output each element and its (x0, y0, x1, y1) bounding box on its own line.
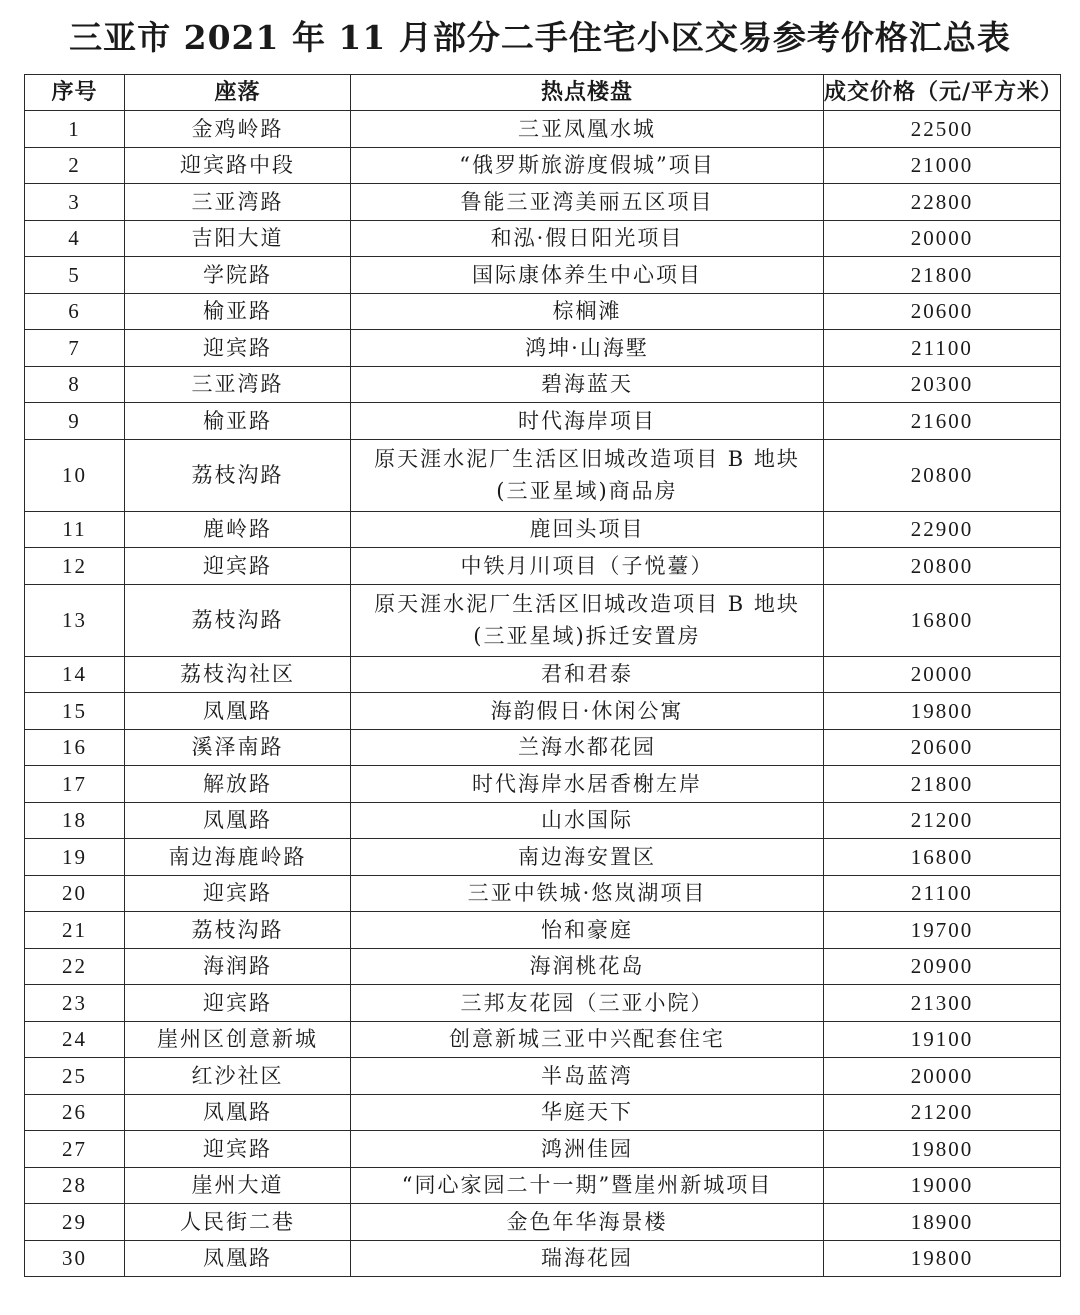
row-index-cell: 17 (25, 766, 125, 803)
row-index-cell: 30 (25, 1240, 125, 1277)
page-title: 三亚市 2021 年 11 月部分二手住宅小区交易参考价格汇总表 (69, 18, 1011, 57)
row-index-cell: 10 (25, 439, 125, 511)
row-location-cell: 海润路 (125, 948, 351, 985)
row-index-cell: 12 (25, 548, 125, 585)
row-price-cell: 22800 (824, 184, 1061, 221)
row-index-cell: 2 (25, 147, 125, 184)
table-row (25, 1167, 1061, 1204)
table-row (25, 729, 1061, 766)
column-header-location: 座落 (125, 75, 351, 111)
row-price-cell: 19800 (824, 1131, 1061, 1168)
price-table (24, 74, 1064, 1277)
row-price-cell: 21300 (824, 985, 1061, 1022)
row-price-cell: 18900 (824, 1204, 1061, 1241)
table-row (25, 1058, 1061, 1095)
column-header-price: 成交价格（元/平方米） (824, 75, 1061, 111)
row-location-cell: 南边海鹿岭路 (125, 839, 351, 876)
row-price-cell: 19700 (824, 912, 1061, 949)
row-project-cell (351, 439, 824, 511)
table-body (25, 111, 1061, 1277)
table-row (25, 985, 1061, 1022)
row-project-cell: “同心家园二十一期”暨崖州新城项目 (351, 1167, 824, 1204)
table-row (25, 875, 1061, 912)
table-row (25, 1021, 1061, 1058)
table-row (25, 1094, 1061, 1131)
row-location-cell: 吉阳大道 (125, 220, 351, 257)
row-index-cell: 9 (25, 403, 125, 440)
row-project-cell: 鸿坤·山海墅 (351, 330, 824, 367)
row-location-cell: 迎宾路 (125, 548, 351, 585)
row-project-cell: 瑞海花园 (351, 1240, 824, 1277)
row-project-cell: 华庭天下 (351, 1094, 824, 1131)
row-project-cell: 碧海蓝天 (351, 366, 824, 403)
row-price-cell: 22900 (824, 511, 1061, 548)
row-index-cell: 11 (25, 511, 125, 548)
row-index-cell: 15 (25, 693, 125, 730)
row-location-cell: 凤凰路 (125, 1094, 351, 1131)
row-location-cell: 荔枝沟路 (125, 439, 351, 511)
row-index-cell: 3 (25, 184, 125, 221)
row-location-cell: 鹿岭路 (125, 511, 351, 548)
table-row (25, 147, 1061, 184)
row-location-cell: 迎宾路 (125, 330, 351, 367)
table-row (25, 839, 1061, 876)
row-index-cell: 20 (25, 875, 125, 912)
row-price-cell: 19000 (824, 1167, 1061, 1204)
row-location-cell: 迎宾路中段 (125, 147, 351, 184)
row-index-cell: 6 (25, 293, 125, 330)
row-price-cell: 21800 (824, 766, 1061, 803)
table-row (25, 802, 1061, 839)
row-index-cell: 23 (25, 985, 125, 1022)
row-index-cell: 8 (25, 366, 125, 403)
row-project-cell: 三亚中铁城·悠岚湖项目 (351, 875, 824, 912)
row-project-cell: 半岛蓝湾 (351, 1058, 824, 1095)
row-project-cell: 创意新城三亚中兴配套住宅 (351, 1021, 824, 1058)
row-location-cell: 榆亚路 (125, 403, 351, 440)
row-location-cell: 学院路 (125, 257, 351, 294)
row-location-cell: 凤凰路 (125, 693, 351, 730)
table-row (25, 1204, 1061, 1241)
table-header-row (25, 75, 1061, 111)
row-location-cell: 凤凰路 (125, 802, 351, 839)
row-price-cell: 20600 (824, 729, 1061, 766)
row-location-cell: 荔枝沟路 (125, 912, 351, 949)
row-price-cell: 20000 (824, 656, 1061, 693)
row-price-cell: 20300 (824, 366, 1061, 403)
row-price-cell: 19100 (824, 1021, 1061, 1058)
row-location-cell: 人民街二巷 (125, 1204, 351, 1241)
table-row (25, 693, 1061, 730)
row-location-cell: 迎宾路 (125, 985, 351, 1022)
row-project-cell: 国际康体养生中心项目 (351, 257, 824, 294)
row-project-cell: 三邦友花园（三亚小院） (351, 985, 824, 1022)
row-location-cell: 三亚湾路 (125, 366, 351, 403)
row-price-cell: 16800 (824, 584, 1061, 656)
row-project-cell: 棕榈滩 (351, 293, 824, 330)
row-project-cell: 中铁月川项目（子悦薹） (351, 548, 824, 585)
table-row (25, 293, 1061, 330)
row-index-cell: 28 (25, 1167, 125, 1204)
table-row (25, 1131, 1061, 1168)
table-row (25, 366, 1061, 403)
table-row (25, 511, 1061, 548)
column-header-project: 热点楼盘 (351, 75, 824, 111)
table-row (25, 584, 1061, 656)
row-location-cell: 崖州大道 (125, 1167, 351, 1204)
row-project-line1: 原天涯水泥厂生活区旧城改造项目 B 地块 (374, 592, 800, 616)
row-price-cell: 21200 (824, 1094, 1061, 1131)
row-project-cell (351, 584, 824, 656)
row-location-cell: 三亚湾路 (125, 184, 351, 221)
row-index-cell: 13 (25, 584, 125, 656)
row-index-cell: 1 (25, 111, 125, 148)
row-project-line2: (三亚星域)拆迁安置房 (473, 624, 701, 648)
row-price-cell: 19800 (824, 1240, 1061, 1277)
row-price-cell: 21100 (824, 875, 1061, 912)
row-price-cell: 20000 (824, 1058, 1061, 1095)
row-index-cell: 24 (25, 1021, 125, 1058)
row-project-cell: 怡和豪庭 (351, 912, 824, 949)
table-row (25, 257, 1061, 294)
row-index-cell: 16 (25, 729, 125, 766)
row-location-cell: 红沙社区 (125, 1058, 351, 1095)
row-price-cell: 20000 (824, 220, 1061, 257)
column-header-index: 序号 (25, 75, 125, 111)
row-index-cell: 26 (25, 1094, 125, 1131)
row-project-line1: 原天涯水泥厂生活区旧城改造项目 B 地块 (374, 447, 800, 471)
row-project-cell: 和泓·假日阳光项目 (351, 220, 824, 257)
row-location-cell: 榆亚路 (125, 293, 351, 330)
row-location-cell: 金鸡岭路 (125, 111, 351, 148)
row-index-cell: 27 (25, 1131, 125, 1168)
table-row (25, 220, 1061, 257)
table-row (25, 656, 1061, 693)
table-row (25, 403, 1061, 440)
row-project-cell: 鲁能三亚湾美丽五区项目 (351, 184, 824, 221)
row-location-cell: 迎宾路 (125, 1131, 351, 1168)
row-project-cell: 兰海水都花园 (351, 729, 824, 766)
table-row (25, 948, 1061, 985)
row-price-cell: 20600 (824, 293, 1061, 330)
table-row (25, 439, 1061, 511)
row-project-cell: 山水国际 (351, 802, 824, 839)
table-row (25, 548, 1061, 585)
row-project-cell: 鸿洲佳园 (351, 1131, 824, 1168)
row-project-cell: 南边海安置区 (351, 839, 824, 876)
row-price-cell: 21000 (824, 147, 1061, 184)
row-project-cell: 海润桃花岛 (351, 948, 824, 985)
row-project-cell: 鹿回头项目 (351, 511, 824, 548)
row-price-cell: 19800 (824, 693, 1061, 730)
row-project-cell: 君和君泰 (351, 656, 824, 693)
row-index-cell: 14 (25, 656, 125, 693)
row-index-cell: 22 (25, 948, 125, 985)
row-index-cell: 7 (25, 330, 125, 367)
table-row (25, 330, 1061, 367)
row-index-cell: 4 (25, 220, 125, 257)
row-index-cell: 19 (25, 839, 125, 876)
table-row (25, 1240, 1061, 1277)
row-price-cell: 16800 (824, 839, 1061, 876)
row-price-cell: 21200 (824, 802, 1061, 839)
row-price-cell: 22500 (824, 111, 1061, 148)
row-price-cell: 20900 (824, 948, 1061, 985)
row-project-cell: 金色年华海景楼 (351, 1204, 824, 1241)
row-price-cell: 21600 (824, 403, 1061, 440)
row-index-cell: 29 (25, 1204, 125, 1241)
row-location-cell: 溪泽南路 (125, 729, 351, 766)
row-project-cell: 时代海岸项目 (351, 403, 824, 440)
row-location-cell: 崖州区创意新城 (125, 1021, 351, 1058)
row-location-cell: 荔枝沟路 (125, 584, 351, 656)
row-project-cell: 海韵假日·休闲公寓 (351, 693, 824, 730)
row-project-cell: 时代海岸水居香榭左岸 (351, 766, 824, 803)
table-row (25, 184, 1061, 221)
table-row (25, 912, 1061, 949)
table-row (25, 766, 1061, 803)
row-index-cell: 5 (25, 257, 125, 294)
row-index-cell: 21 (25, 912, 125, 949)
table-row (25, 111, 1061, 148)
row-project-cell: “俄罗斯旅游度假城”项目 (351, 147, 824, 184)
row-location-cell: 迎宾路 (125, 875, 351, 912)
row-price-cell: 20800 (824, 439, 1061, 511)
row-project-cell: 三亚凤凰水城 (351, 111, 824, 148)
row-project-line2: (三亚星域)商品房 (496, 479, 678, 503)
row-price-cell: 21800 (824, 257, 1061, 294)
row-index-cell: 25 (25, 1058, 125, 1095)
row-price-cell: 21100 (824, 330, 1061, 367)
row-index-cell: 18 (25, 802, 125, 839)
row-location-cell: 凤凰路 (125, 1240, 351, 1277)
row-location-cell: 荔枝沟社区 (125, 656, 351, 693)
row-location-cell: 解放路 (125, 766, 351, 803)
row-price-cell: 20800 (824, 548, 1061, 585)
